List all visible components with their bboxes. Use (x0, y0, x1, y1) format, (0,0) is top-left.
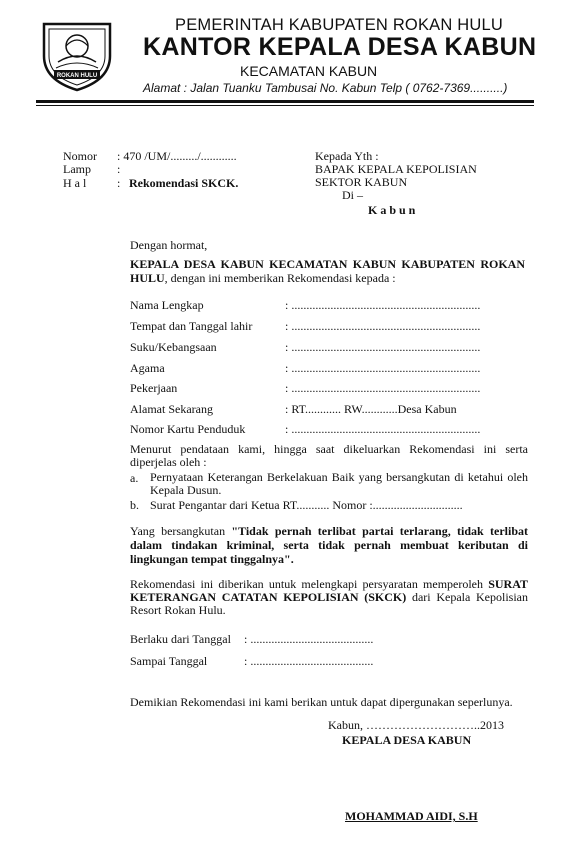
list-marker: b. (130, 498, 139, 512)
letterhead-government: PEMERINTAH KABUPATEN ROKAN HULU (175, 16, 503, 34)
regency-emblem-logo (36, 18, 118, 94)
purpose-lead: Rekomendasi ini diberikan untuk melengkapi persyaratan memperoleh (130, 577, 489, 591)
purpose-bold: SURAT KETERANGAN CATATAN KEPOLISIAN (SKCK) (130, 577, 528, 604)
recipient-greeting: Kepada Yth : (315, 149, 379, 163)
field-value: : ............................................................... (285, 422, 481, 436)
field-value: : ............................................................... (285, 361, 481, 375)
field-label: Tempat dan Tanggal lahir (130, 319, 253, 333)
letterhead-office: KANTOR KEPALA DESA KABUN (143, 33, 537, 61)
purpose-rest: dari Kepala Kepolisian Resort Rokan Hulu. (130, 590, 529, 617)
field-value: : ............................................................... (285, 319, 481, 333)
letterhead-rule-thin (36, 105, 534, 106)
field-label: Nomor Kartu Penduduk (130, 422, 246, 436)
recipient-title: BAPAK KEPALA KEPOLISIAN (315, 162, 477, 176)
validity-value: : ......................................... (244, 654, 374, 668)
field-value: : ............................................................... (285, 381, 481, 395)
recipient-di: Di – (342, 188, 363, 202)
hal-label: H a l (63, 176, 87, 190)
lamp-label: Lamp (63, 162, 91, 176)
field-label: Suku/Kebangsaan (130, 340, 217, 354)
greeting: Dengan hormat, (130, 238, 208, 252)
letterhead-rule-thick (36, 100, 534, 103)
intro-paragraph (130, 257, 525, 285)
field-value: : ............................................................... (285, 340, 481, 354)
nomor-label: Nomor (63, 149, 97, 163)
field-value: : RT............ RW............Desa Kabun (285, 402, 457, 416)
para-pendataan: Menurut pendataan kami, hingga saat dikeluarkan Rekomendasi ini serta diperjelas oleh : (130, 442, 528, 469)
list-marker: a. (130, 471, 139, 485)
recipient-unit: SEKTOR KABUN (315, 175, 408, 189)
purpose-paragraph (130, 578, 528, 617)
field-value: : ............................................................... (285, 298, 481, 312)
signatory-title: KEPALA DESA KABUN (342, 733, 472, 747)
field-label: Alamat Sekarang (130, 402, 213, 416)
validity-label: Sampai Tanggal (130, 654, 208, 668)
list-item: Pernyataan Keterangan Berkelakuan Baik yang bersangkutan di ketahui oleh Kepala Dusun. (150, 470, 528, 497)
closing-sentence: Demikian Rekomendasi ini kami berikan untuk dapat dipergunakan seperlunya. (130, 695, 513, 709)
letterhead-address: Alamat : Jalan Tuanku Tambusai No. Kabun Telp ( 0762-7369..........) (143, 81, 508, 95)
place-date: Kabun, ………………………..2013 (328, 718, 504, 732)
statement-paragraph (130, 524, 528, 566)
recipient-city: K a b u n (368, 203, 416, 217)
nomor-value: : 470 /UM/........./............ (117, 149, 237, 163)
list-item: Surat Pengantar dari Ketua RT........... Nomor :.............................. (150, 498, 463, 512)
signatory-name: MOHAMMAD AIDI, S.H (345, 809, 478, 823)
logo-text: ROKAN HULU (56, 73, 98, 79)
validity-label: Berlaku dari Tanggal (130, 632, 231, 646)
validity-value: : ......................................... (244, 632, 374, 646)
statement-lead: Yang bersangkutan (130, 524, 232, 538)
letterhead-district: KECAMATAN KABUN (240, 63, 378, 79)
field-label: Pekerjaan (130, 381, 178, 395)
hal-colon: : (117, 176, 121, 190)
field-label: Agama (130, 361, 165, 375)
intro-bold: KEPALA DESA KABUN KECAMATAN KABUN KABUPATEN ROKAN HULU (130, 257, 525, 285)
hal-value: Rekomendasi SKCK. (129, 176, 239, 190)
statement-bold: "Tidak pernah terlibat partai terlarang, tidak terlibat dalam tindakan kriminal, serta tidak pernah membuat keributan di lingkungan tempat tinggalnya". (130, 524, 528, 566)
lamp-value: : (117, 162, 121, 176)
intro-rest: , dengan ini memberikan Rekomendasi kepada : (164, 271, 396, 285)
field-label: Nama Lengkap (130, 298, 204, 312)
